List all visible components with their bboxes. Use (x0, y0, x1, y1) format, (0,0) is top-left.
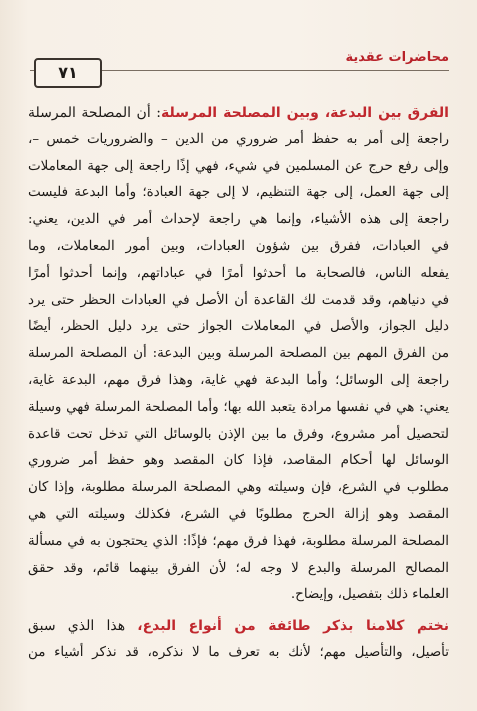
text-line: دليل الجواز، والأصل في المعاملات الجواز حتى يرد دليل الحظر، أيضًا (28, 319, 449, 335)
paragraph-2-heading-tail: هذا الذي سبق (28, 618, 126, 635)
section-heading-types-of-bidah: نختم كلامنا بذكر طائفة من أنواع البدع، (137, 618, 449, 635)
paragraph-2-first-line (28, 613, 449, 640)
text-line: يفعله الناس، فالصحابة ما أحدثوا أمرًا في عباداتهم، وإنما أحدثوا أمرًا (28, 265, 449, 281)
text-line: تأصيل، والتأصيل مهم؛ لأنك به تعرف ما لا نذكره، قد نذكر أشياء من (28, 644, 449, 660)
body-text (28, 100, 449, 667)
text-line: لتحصيل أمر مشروع، وفرق ما بين الإذن بالوسائل التي تدخل تحت قاعدة (28, 426, 449, 442)
text-line: راجعة إلى الوسائل؛ وأما البدعة فهي غاية، وهذا فرق مهم، البدعة غاية، (28, 372, 449, 388)
paragraph-1-heading-tail: : أن المصلحة المرسلة (28, 105, 161, 121)
text-line: المصلحة المرسلة مطلوبة، فهذا فرق مهم؛ فإذًا: الذي يحتجون به في مسألة (28, 533, 449, 549)
text-line: إلى جهة العمل، إلى جهة التنظيم، لا إلى جهة العبادة؛ وأما البدعة فليست (28, 185, 449, 201)
text-line: مطلوب في الشرع، فإن وسيلته وهي المصلحة المرسلة مطلوبة، وإذا كان (28, 480, 449, 496)
text-line: راجعة إلى هذه الأشياء، وإنما هي راجعة لإحداث أمر في الدين، يعني: (28, 212, 449, 228)
text-line: المقصد وهو إزالة الحرج مطلوبًا في الشرع، فكذلك وسيلته التي هي (28, 506, 449, 522)
text-line: الوسائل لها أحكام المقاصد، فإذا كان المقصد وهو حفظ أمر ضروري (28, 453, 449, 469)
section-heading-bidah-vs-maslaha: الفرق بين البدعة، وبين المصلحة المرسلة (160, 105, 449, 121)
running-header-title: محاضرات عقدية (345, 50, 449, 65)
text-line: من الفرق المهم بين المصلحة المرسلة وبين البدعة: أن المصلحة المرسلة (28, 346, 449, 362)
text-line: راجعة إلى أمر به حفظ أمر ضروري من الدين – والضروريات خمس –، (28, 131, 449, 147)
page-number: ٧١ (34, 58, 102, 88)
text-line: في العبادات، ففرق بين شؤون العبادات، وبين أمور المعاملات، وما (28, 238, 449, 254)
text-line: في دنياهم، وقد قدمت لك القاعدة أن الأصل في العبادات الحظر حتى يرد (28, 292, 449, 308)
text-line: يعني: هي في نفسها مرادة يتعبد الله بها؛ وأما المصلحة المرسلة فهي وسيلة (28, 399, 449, 415)
paragraph-1-first-line (28, 100, 449, 127)
text-line: العلماء ذلك بتفصيل، وإيضاح. (290, 587, 449, 603)
text-line: وإلى رفع حرج عن المسلمين في شيء، فهي إذًا راجعة إلى جهة المعاملات (28, 158, 449, 174)
text-line: المصالح المرسلة والبدع لا وجه له؛ لأن الفرق بينهما قائم، وقد حقق (28, 560, 449, 576)
